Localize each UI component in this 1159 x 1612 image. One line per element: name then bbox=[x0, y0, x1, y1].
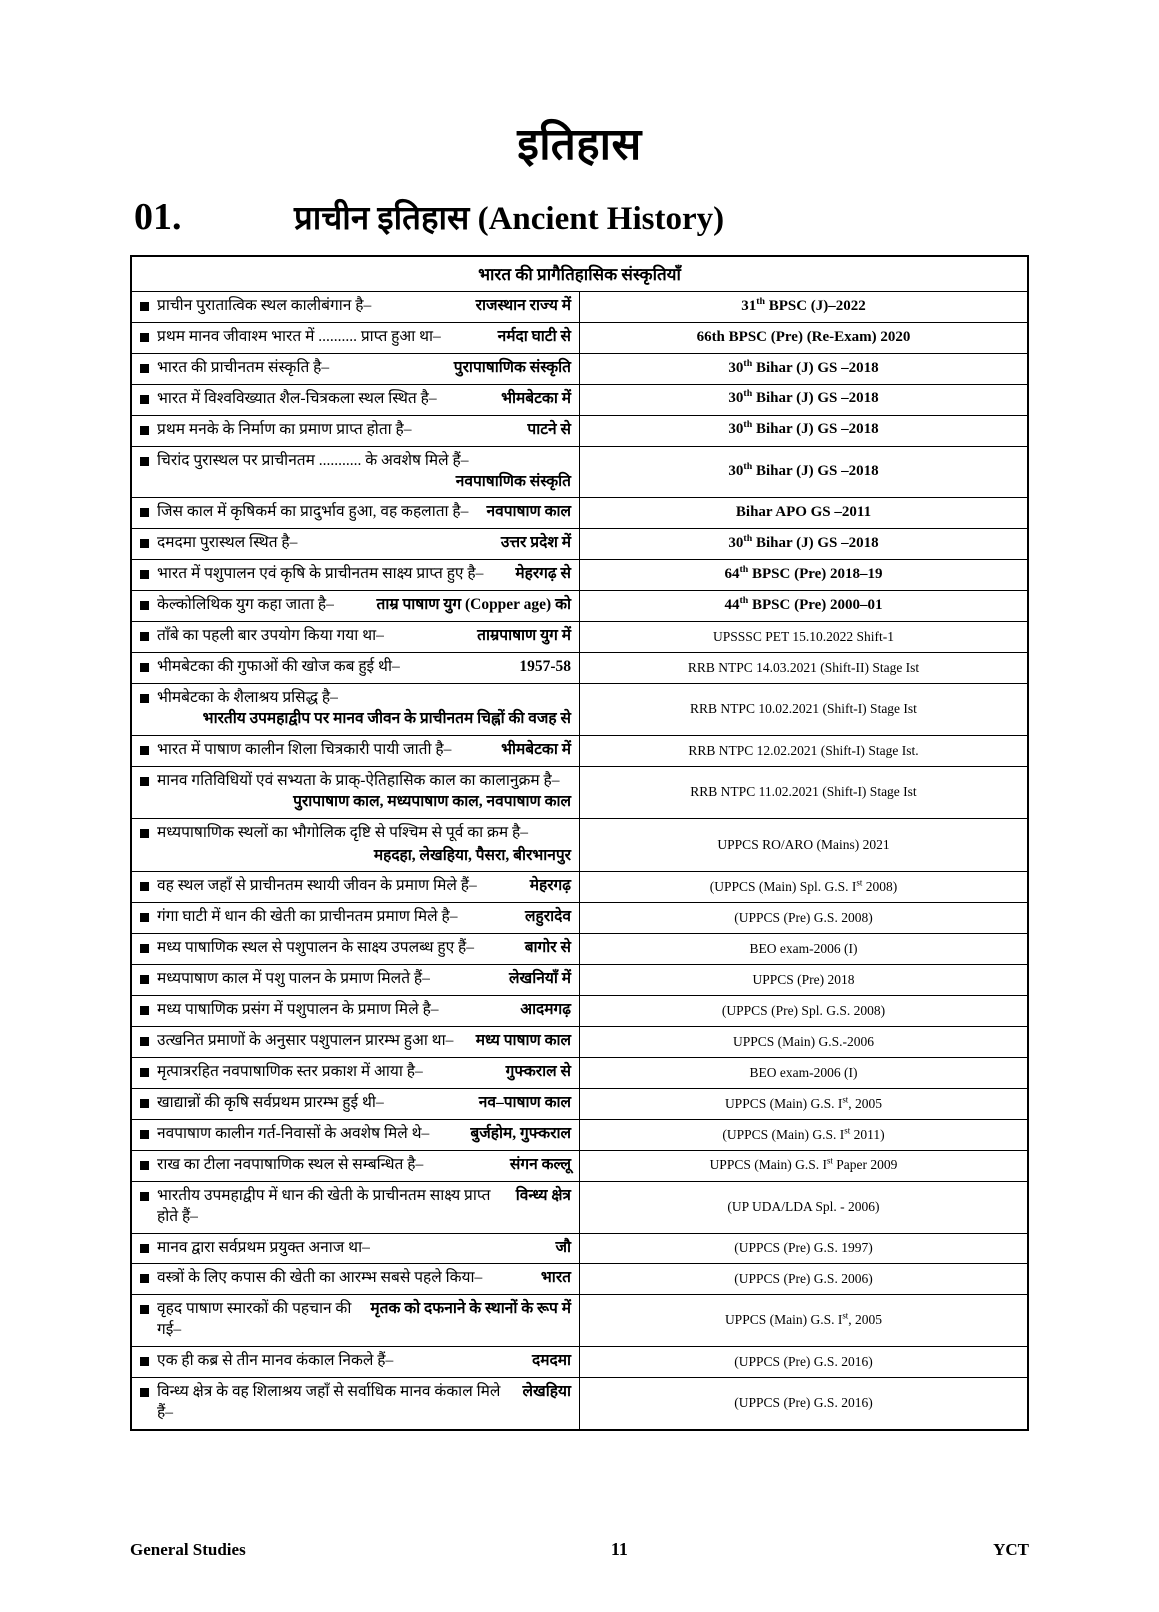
question-answer-cell bbox=[131, 498, 580, 529]
question-answer-cell bbox=[131, 1150, 580, 1181]
question-text: ताँबे का पहली बार उपयोग किया गया था– bbox=[157, 627, 384, 645]
question-text: भीमबेटका की गुफाओं की खोज कब हुई थी– bbox=[157, 658, 400, 676]
question-answer-cell bbox=[131, 965, 580, 996]
questions-table bbox=[130, 255, 1029, 1431]
question-text: मध्य पाषाणिक प्रसंग में पशुपालन के प्रमाण मिले है– bbox=[157, 1001, 439, 1019]
question-answer-cell bbox=[131, 1347, 580, 1378]
source-exam-cell: UPSSSC PET 15.10.2022 Shift-1 bbox=[580, 622, 1029, 653]
source-exam-cell: (UPPCS (Pre) Spl. G.S. 2008) bbox=[580, 996, 1029, 1027]
source-exam-cell: UPPCS (Main) G.S. Ist Paper 2009 bbox=[580, 1150, 1029, 1181]
question-text: गंगा घाटी में धान की खेती का प्राचीनतम प्रमाण मिले है– bbox=[157, 908, 458, 926]
answer-text: लेखहिया bbox=[522, 1383, 571, 1401]
bullet-square-icon bbox=[140, 570, 149, 579]
table-row bbox=[131, 903, 1028, 934]
source-exam-cell: BEO exam-2006 (I) bbox=[580, 934, 1029, 965]
source-exam-cell: (UPPCS (Pre) G.S. 1997) bbox=[580, 1233, 1029, 1264]
bullet-square-icon bbox=[140, 1305, 149, 1314]
chapter-number: 01. bbox=[134, 196, 182, 238]
source-exam-cell: 44th BPSC (Pre) 2000–01 bbox=[580, 591, 1029, 622]
source-exam-cell: UPPCS (Main) G.S. Ist, 2005 bbox=[580, 1295, 1029, 1347]
footer-left: General Studies bbox=[130, 1539, 246, 1559]
answer-text: नवपाषाणिक संस्कृति bbox=[455, 472, 571, 490]
question-text: राख का टीला नवपाषाणिक स्थल से सम्बन्धित है– bbox=[157, 1155, 424, 1173]
bullet-square-icon bbox=[140, 1244, 149, 1253]
bullet-square-icon bbox=[140, 1274, 149, 1283]
question-answer-cell bbox=[131, 1378, 580, 1430]
answer-text: ताम्रपाषाण युग में bbox=[477, 627, 571, 645]
question-answer-cell bbox=[131, 1181, 580, 1233]
table-row bbox=[131, 1378, 1028, 1430]
question-text: मानव गतिविधियों एवं सभ्यता के प्राक्-ऐतिहासिक काल का कालानुक्रम है– bbox=[157, 771, 560, 789]
table-row bbox=[131, 622, 1028, 653]
source-exam-cell: (UPPCS (Main) Spl. G.S. Ist 2008) bbox=[580, 872, 1029, 903]
table-row bbox=[131, 1088, 1028, 1119]
answer-text: पुरापाषाण काल, मध्यपाषाण काल, नवपाषाण काल bbox=[293, 792, 571, 810]
footer-right: YCT bbox=[993, 1539, 1029, 1559]
table-body bbox=[131, 292, 1028, 1430]
table-row bbox=[131, 384, 1028, 415]
source-exam-cell: 30th Bihar (J) GS –2018 bbox=[580, 353, 1029, 384]
bullet-square-icon bbox=[140, 426, 149, 435]
source-exam-cell: UPPCS (Main) G.S. Ist, 2005 bbox=[580, 1088, 1029, 1119]
question-answer-cell bbox=[131, 818, 580, 872]
bullet-square-icon bbox=[140, 1006, 149, 1015]
question-answer-cell bbox=[131, 1119, 580, 1150]
bullet-square-icon bbox=[140, 777, 149, 786]
table-row bbox=[131, 1150, 1028, 1181]
question-answer-cell bbox=[131, 1233, 580, 1264]
question-text: वस्त्रों के लिए कपास की खेती का आरम्भ सबसे पहले किया– bbox=[157, 1269, 483, 1287]
answer-text: विन्ध्य क्षेत्र bbox=[515, 1186, 571, 1204]
table-row bbox=[131, 560, 1028, 591]
question-text: चिरांद पुरास्थल पर प्राचीनतम ........... के अवशेष मिले हैं– bbox=[157, 451, 469, 469]
bullet-square-icon bbox=[140, 539, 149, 548]
question-answer-cell bbox=[131, 653, 580, 684]
source-exam-cell: 30th Bihar (J) GS –2018 bbox=[580, 446, 1029, 498]
document-title: इतिहास bbox=[517, 120, 642, 169]
question-answer-cell bbox=[131, 903, 580, 934]
question-text: भारत में पाषाण कालीन शिला चित्रकारी पायी जाती है– bbox=[157, 740, 452, 758]
answer-text: जौ bbox=[555, 1238, 571, 1256]
answer-text: गुफ्कराल से bbox=[505, 1062, 571, 1080]
question-answer-cell bbox=[131, 1088, 580, 1119]
question-answer-cell bbox=[131, 1295, 580, 1347]
source-exam-cell: (UPPCS (Pre) G.S. 2016) bbox=[580, 1347, 1029, 1378]
bullet-square-icon bbox=[140, 364, 149, 373]
bullet-square-icon bbox=[140, 1388, 149, 1397]
bullet-square-icon bbox=[140, 975, 149, 984]
question-answer-cell bbox=[131, 353, 580, 384]
answer-text: महदहा, लेखहिया, पैसरा, बीरभानपुर bbox=[373, 846, 571, 864]
table-row bbox=[131, 1295, 1028, 1347]
question-text: भारत की प्राचीनतम संस्कृति है– bbox=[157, 358, 330, 376]
table-row bbox=[131, 591, 1028, 622]
answer-text: दमदमा bbox=[531, 1352, 571, 1370]
question-answer-cell bbox=[131, 766, 580, 818]
source-exam-cell: (UPPCS (Pre) G.S. 2008) bbox=[580, 903, 1029, 934]
answer-text: नवपाषाण काल bbox=[486, 503, 571, 521]
source-exam-cell: RRB NTPC 11.02.2021 (Shift-I) Stage Ist bbox=[580, 766, 1029, 818]
table-row bbox=[131, 292, 1028, 323]
question-text: दमदमा पुरास्थल स्थित है– bbox=[157, 534, 298, 552]
source-exam-cell: UPPCS RO/ARO (Mains) 2021 bbox=[580, 818, 1029, 872]
answer-text: बुर्जहोम, गुफ्कराल bbox=[470, 1124, 571, 1142]
answer-text: भारत bbox=[540, 1269, 571, 1287]
answer-text: राजस्थान राज्य में bbox=[475, 297, 571, 314]
question-text: मृत्पात्ररहित नवपाषाणिक स्तर प्रकाश में आया है– bbox=[157, 1062, 423, 1080]
bullet-square-icon bbox=[140, 457, 149, 466]
table-row bbox=[131, 1181, 1028, 1233]
bullet-square-icon bbox=[140, 882, 149, 891]
question-text: मध्यपाषाणिक स्थलों का भौगोलिक दृष्टि से पश्चिम से पूर्व का क्रम है– bbox=[157, 823, 529, 841]
question-text: केल्कोलिथिक युग कहा जाता है– bbox=[157, 596, 334, 614]
source-exam-cell: 30th Bihar (J) GS –2018 bbox=[580, 384, 1029, 415]
question-text: वह स्थल जहाँ से प्राचीनतम स्थायी जीवन के प्रमाण मिले हैं– bbox=[157, 877, 477, 895]
bullet-square-icon bbox=[140, 829, 149, 838]
question-answer-cell bbox=[131, 1027, 580, 1058]
question-text: प्रथम मनके के निर्माण का प्रमाण प्राप्त होता है– bbox=[157, 420, 412, 438]
source-exam-cell: (UP UDA/LDA Spl. - 2006) bbox=[580, 1181, 1029, 1233]
answer-text: मध्य पाषाण काल bbox=[475, 1032, 571, 1050]
answer-text: ताम्र पाषाण युग (Copper age) को bbox=[376, 596, 571, 614]
answer-text: पाटने से bbox=[527, 420, 571, 438]
answer-text: संगन कल्लू bbox=[509, 1155, 571, 1173]
bullet-square-icon bbox=[140, 1357, 149, 1366]
table-row bbox=[131, 322, 1028, 353]
bullet-square-icon bbox=[140, 395, 149, 404]
source-exam-cell: 64th BPSC (Pre) 2018–19 bbox=[580, 560, 1029, 591]
bullet-square-icon bbox=[140, 1099, 149, 1108]
table-header-row bbox=[131, 256, 1028, 292]
table-row bbox=[131, 415, 1028, 446]
table-row bbox=[131, 1119, 1028, 1150]
source-exam-cell: 30th Bihar (J) GS –2018 bbox=[580, 415, 1029, 446]
question-answer-cell bbox=[131, 415, 580, 446]
source-exam-cell: 30th Bihar (J) GS –2018 bbox=[580, 529, 1029, 560]
question-text: एक ही कब्र से तीन मानव कंकाल निकले हैं– bbox=[157, 1352, 394, 1370]
question-text: विन्ध्य क्षेत्र के वह शिलाश्रय जहाँ से सर्वाधिक मानव कंकाल मिले हैं– bbox=[157, 1383, 501, 1422]
answer-text: बागोर से bbox=[524, 939, 571, 957]
table-row bbox=[131, 498, 1028, 529]
table-row bbox=[131, 766, 1028, 818]
question-answer-cell bbox=[131, 292, 580, 323]
table-row bbox=[131, 653, 1028, 684]
table-header-title: भारत की प्रागैतिहासिक संस्कृतियाँ bbox=[131, 256, 1028, 292]
question-answer-cell bbox=[131, 384, 580, 415]
question-text: भारतीय उपमहाद्वीप में धान की खेती के प्राचीनतम साक्ष्य प्राप्त होते हैं– bbox=[157, 1186, 491, 1225]
table-row bbox=[131, 1027, 1028, 1058]
answer-text: मेहरगढ़ bbox=[529, 877, 571, 895]
source-exam-cell: BEO exam-2006 (I) bbox=[580, 1057, 1029, 1088]
source-exam-cell: RRB NTPC 12.02.2021 (Shift-I) Stage Ist. bbox=[580, 735, 1029, 766]
bullet-square-icon bbox=[140, 333, 149, 342]
table-row bbox=[131, 1233, 1028, 1264]
question-answer-cell bbox=[131, 872, 580, 903]
question-answer-cell bbox=[131, 322, 580, 353]
question-answer-cell bbox=[131, 446, 580, 498]
bullet-square-icon bbox=[140, 1037, 149, 1046]
chapter-heading bbox=[130, 194, 1029, 239]
question-text: प्रथम मानव जीवाश्म भारत में .......... प्राप्त हुआ था– bbox=[157, 327, 441, 345]
source-exam-cell: 31th BPSC (J)–2022 bbox=[580, 292, 1029, 323]
question-text: भारत में विश्वविख्यात शैल-चित्रकला स्थल स्थित है– bbox=[157, 389, 437, 407]
table-row bbox=[131, 1264, 1028, 1295]
answer-text: लेखनियाँ में bbox=[509, 970, 571, 988]
answer-text: मृतक को दफनाने के स्थानों के रूप में bbox=[370, 1300, 571, 1318]
question-answer-cell bbox=[131, 1264, 580, 1295]
bullet-square-icon bbox=[140, 302, 149, 311]
bullet-square-icon bbox=[140, 1192, 149, 1201]
source-exam-cell: (UPPCS (Pre) G.S. 2016) bbox=[580, 1378, 1029, 1430]
chapter-title: प्राचीन इतिहास (Ancient History) bbox=[294, 201, 725, 237]
source-exam-cell: 66th BPSC (Pre) (Re-Exam) 2020 bbox=[580, 322, 1029, 353]
question-text: वृहद पाषाण स्मारकों की पहचान की गई– bbox=[157, 1300, 352, 1339]
source-exam-cell: RRB NTPC 10.02.2021 (Shift-I) Stage Ist bbox=[580, 683, 1029, 735]
source-exam-cell: RRB NTPC 14.03.2021 (Shift-II) Stage Ist bbox=[580, 653, 1029, 684]
bullet-square-icon bbox=[140, 944, 149, 953]
table-row bbox=[131, 1347, 1028, 1378]
bullet-square-icon bbox=[140, 508, 149, 517]
bullet-square-icon bbox=[140, 601, 149, 610]
table-row bbox=[131, 446, 1028, 498]
answer-text: उत्तर प्रदेश में bbox=[500, 534, 571, 552]
answer-text: नर्मदा घाटी से bbox=[497, 327, 571, 345]
answer-text: आदमगढ़ bbox=[520, 1001, 571, 1019]
question-answer-cell bbox=[131, 591, 580, 622]
question-text: प्राचीन पुरातात्विक स्थल कालीबंगान है– bbox=[157, 297, 372, 314]
page-footer bbox=[130, 1539, 1029, 1560]
question-text: जिस काल में कृषिकर्म का प्रादुर्भाव हुआ, वह कहलाता है– bbox=[157, 503, 469, 521]
bullet-square-icon bbox=[140, 1068, 149, 1077]
question-text: खाद्यान्नों की कृषि सर्वप्रथम प्रारम्भ हुई थी– bbox=[157, 1093, 384, 1111]
question-text: भीमबेटका के शैलाश्रय प्रसिद्ध है– bbox=[157, 688, 338, 706]
table-row bbox=[131, 965, 1028, 996]
question-answer-cell bbox=[131, 622, 580, 653]
bullet-square-icon bbox=[140, 913, 149, 922]
answer-text: नव–पाषाण काल bbox=[478, 1093, 571, 1111]
bullet-square-icon bbox=[140, 1161, 149, 1170]
question-text: मानव द्वारा सर्वप्रथम प्रयुक्त अनाज था– bbox=[157, 1238, 370, 1256]
bullet-square-icon bbox=[140, 694, 149, 703]
source-exam-cell: Bihar APO GS –2011 bbox=[580, 498, 1029, 529]
question-text: भारत में पशुपालन एवं कृषि के प्राचीनतम साक्ष्य प्राप्त हुए है– bbox=[157, 565, 484, 583]
page bbox=[0, 112, 1159, 1612]
table-row bbox=[131, 996, 1028, 1027]
source-exam-cell: (UPPCS (Main) G.S. Ist 2011) bbox=[580, 1119, 1029, 1150]
bullet-square-icon bbox=[140, 1130, 149, 1139]
bullet-square-icon bbox=[140, 632, 149, 641]
question-text: नवपाषाण कालीन गर्त-निवासों के अवशेष मिले थे– bbox=[157, 1124, 430, 1142]
footer-page-number: 11 bbox=[610, 1539, 628, 1559]
answer-text: 1957-58 bbox=[519, 658, 571, 676]
source-exam-cell: UPPCS (Pre) 2018 bbox=[580, 965, 1029, 996]
question-text: मध्यपाषाण काल में पशु पालन के प्रमाण मिलते हैं– bbox=[157, 970, 430, 988]
question-answer-cell bbox=[131, 529, 580, 560]
table-row bbox=[131, 818, 1028, 872]
table-row bbox=[131, 683, 1028, 735]
answer-text: लहुरादेव bbox=[525, 908, 571, 926]
answer-text: भारतीय उपमहाद्वीप पर मानव जीवन के प्राचीनतम चिह्नों की वजह से bbox=[202, 709, 571, 727]
question-answer-cell bbox=[131, 1057, 580, 1088]
table-row bbox=[131, 934, 1028, 965]
source-exam-cell: UPPCS (Main) G.S.-2006 bbox=[580, 1027, 1029, 1058]
bullet-square-icon bbox=[140, 746, 149, 755]
question-text: मध्य पाषाणिक स्थल से पशुपालन के साक्ष्य उपलब्ध हुए हैं– bbox=[157, 939, 475, 957]
table-row bbox=[131, 529, 1028, 560]
answer-text: मेहरगढ़ से bbox=[515, 565, 571, 583]
answer-text: पुरापाषाणिक संस्कृति bbox=[453, 358, 571, 376]
question-answer-cell bbox=[131, 735, 580, 766]
bullet-square-icon bbox=[140, 663, 149, 672]
answer-text: भीमबेटका में bbox=[501, 389, 571, 407]
question-answer-cell bbox=[131, 560, 580, 591]
table-row bbox=[131, 735, 1028, 766]
question-answer-cell bbox=[131, 934, 580, 965]
answer-text: भीमबेटका में bbox=[501, 740, 571, 758]
question-answer-cell bbox=[131, 996, 580, 1027]
table-row bbox=[131, 872, 1028, 903]
question-text: उत्खनित प्रमाणों के अनुसार पशुपालन प्रारम्भ हुआ था– bbox=[157, 1032, 454, 1050]
source-exam-cell: (UPPCS (Pre) G.S. 2006) bbox=[580, 1264, 1029, 1295]
table-row bbox=[131, 353, 1028, 384]
table-row bbox=[131, 1057, 1028, 1088]
question-answer-cell bbox=[131, 683, 580, 735]
